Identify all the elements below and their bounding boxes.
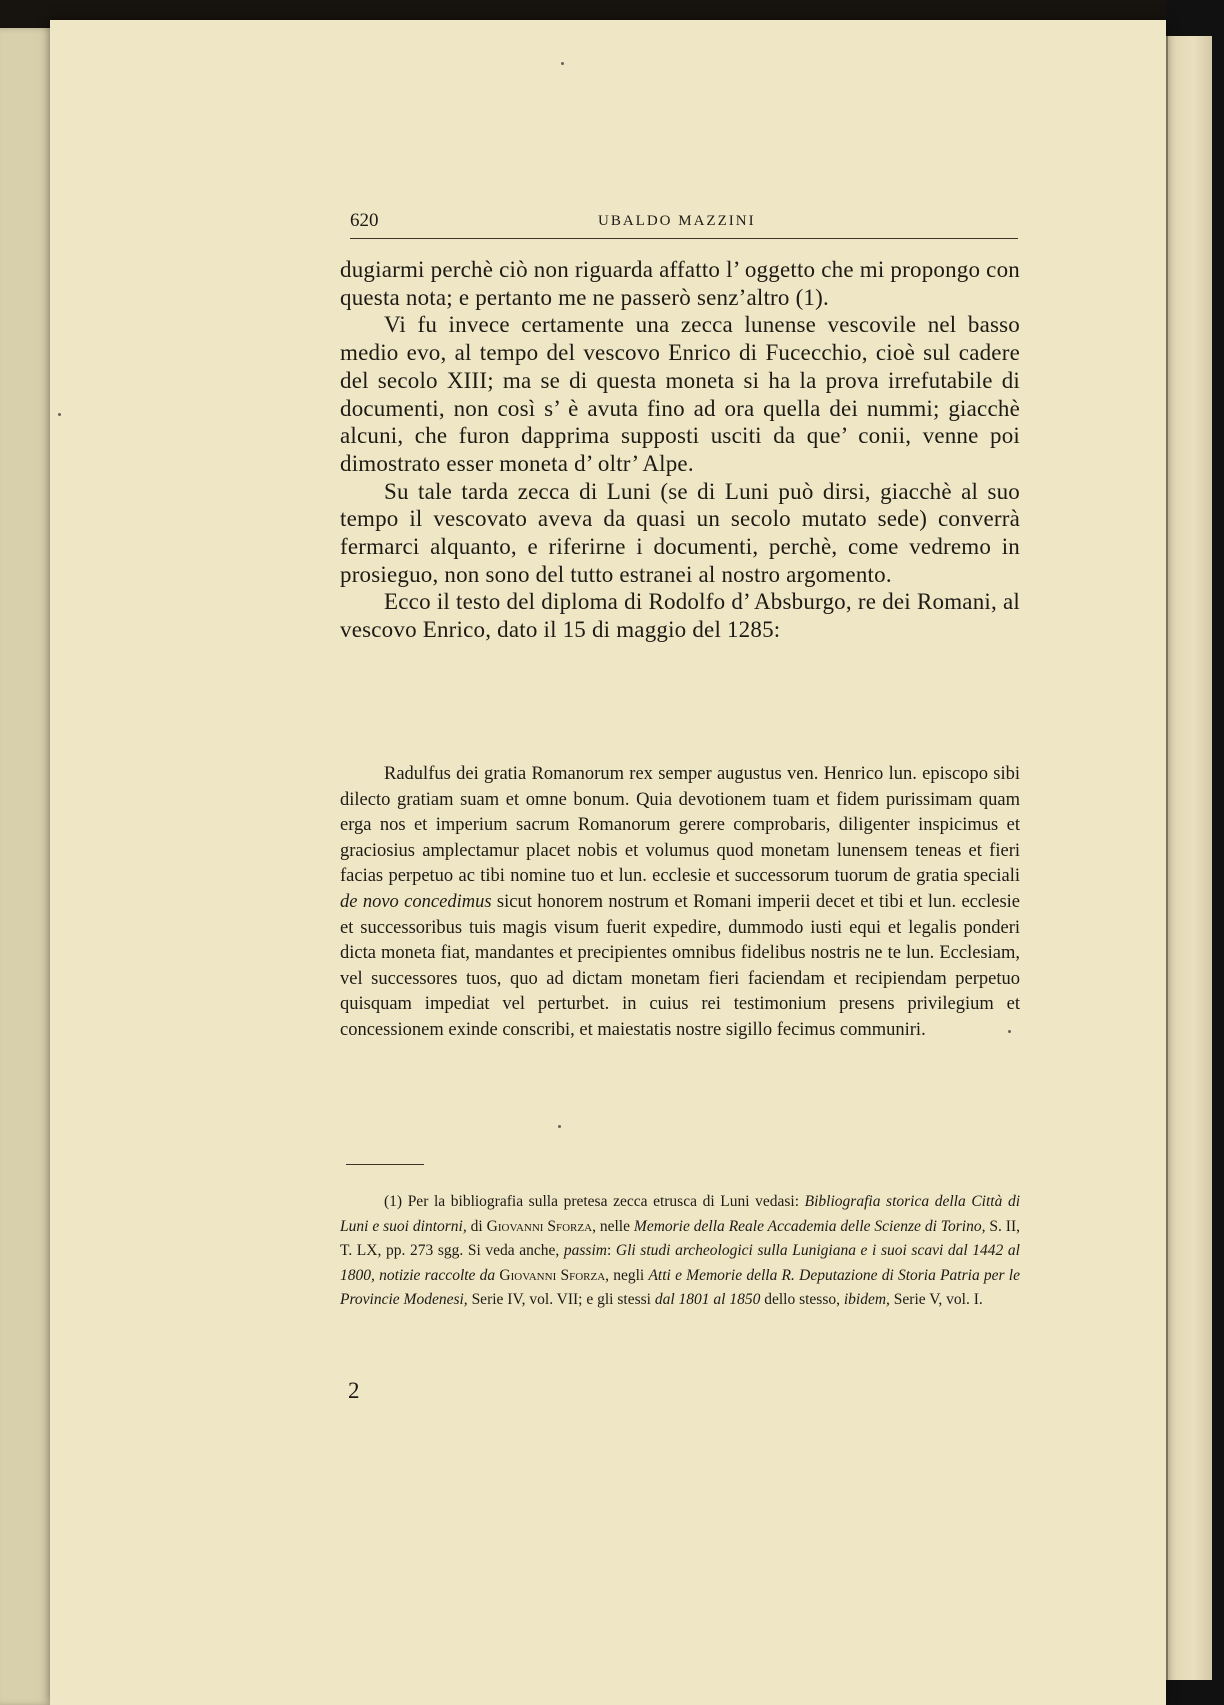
footnote-text: Serie IV, vol. VII; e gli stessi <box>467 1291 655 1309</box>
diploma-quote <box>340 762 1020 1044</box>
signature-mark: 2 <box>348 1378 360 1403</box>
footnote-rule <box>346 1164 424 1165</box>
footnote-italic: Atti e Memorie della R. Deputazione di Storia Patria per le Provincie Modenesi, <box>340 1266 1020 1309</box>
page-number: 620 <box>350 210 379 231</box>
paper-speck <box>561 62 564 65</box>
footnote-italic: Bibliografia storica della Città di Luni e suoi dintorni, <box>340 1193 1020 1235</box>
footnote-text: Serie V, vol. I. <box>889 1291 983 1309</box>
footnote-text: dello stesso, <box>760 1291 844 1309</box>
quote-italic: de novo concedimus <box>340 891 492 912</box>
footnote-marker: (1) <box>384 1193 403 1210</box>
paragraph: Su tale tarda zecca di Luni (se di Luni può dirsi, giacchè al suo tempo il vescovato aveva da quasi un secolo mutato sede) converrà fermarci alquanto, e riferirne i documenti, perchè, come vedremo in prosieguo, non sono del tutto estranei al nostro argomento. <box>340 478 1020 587</box>
footnote-author: Giovanni Sforza <box>486 1217 593 1235</box>
footnote-text: S. II, T. LX, pp. 273 sgg. Si veda anche, <box>340 1217 1020 1260</box>
footnote-text: , nelle <box>592 1217 634 1235</box>
quote-text: Radulfus dei gratia Romanorum rex semper augustus ven. Henrico lun. episcopo sibi dilecto gratiam suam et omne bonum. Quia devotionem tuam et fidem purissimam quam erga nos et imperium sacrum Romanorum gerere comprobaris, diligenter inspicimus et graciosius amplectamur placet nobis et volumus quod monetam lunensem teneas et fieri facias perpetuo ac tibi nomine tuo et lun. ecclesie et successorum tuorum de gratia speciali <box>340 764 1020 887</box>
paper-speck <box>558 1125 561 1128</box>
quote-text: sicut honorem nostrum et Romani imperii decet et tibi et lun. ecclesie et successoribus tuis magis visum fuerit expedire, dummodo iusti equi et legalis ponderi dicta moneta fiat, mandantes et precipientes omnibus fidelibus nostris ne te lun. Ecclesiam, vel successores tuos, quo ad dictam monetam fieri faciendam et recipiendam perpetuo quisquam impediat vel perturbet. in cuius rei testimonium presens privilegium et concessionem exinde conscribi, et maiestatis nostre sigillo fecimus communiri. <box>340 891 1020 1040</box>
quote-paragraph <box>340 762 1020 1044</box>
footnote-text: di <box>466 1217 487 1235</box>
running-header <box>350 210 1018 239</box>
footnote-italic: dal 1801 al 1850 <box>654 1291 761 1309</box>
next-page-edge <box>1166 36 1212 1680</box>
footnote-text: : <box>606 1242 616 1260</box>
paragraph: Ecco il testo del diploma di Rodolfo d’ Absburgo, re dei Romani, al vescovo Enrico, dato il 15 di maggio del 1285: <box>340 589 1020 643</box>
footnote-author: Giovanni Sforza <box>499 1266 606 1284</box>
footnote-text: Per la bibliografia sulla pretesa zecca etrusca di Luni vedasi: <box>402 1193 805 1210</box>
main-text <box>340 256 1020 644</box>
paragraph: Vi fu invece certamente una zecca lunense vescovile nel basso medio evo, al tempo del vescovo Enrico di Fucecchio, cioè sul cadere del secolo XIII; ma se di questa moneta si ha la prova irrefutabile di documenti, non così s’ è avuta fino ad ora quella dei nummi; giacchè alcuni, che furon dapprima supposti usciti da que’ conii, venne poi dimostrato esser moneta d’ oltr’ Alpe. <box>340 312 1020 476</box>
paragraph: dugiarmi perchè ciò non riguarda affatto l’ oggetto che mi propongo con questa nota; e pertanto me ne passerò senz’altro (1). <box>340 257 1020 310</box>
footnote-italic: Memorie della Reale Accademia delle Scienze di Torino, <box>633 1217 986 1235</box>
footnote-italic: ibidem, <box>843 1291 890 1309</box>
running-title: UBALDO MAZZINI <box>598 213 756 229</box>
footnote <box>340 1190 1020 1313</box>
footnote-italic: Gli studi archeologici sulla Lunigiana e i suoi scavi dal 1442 al 1800, notizie raccolte da <box>340 1242 1020 1284</box>
footnote-paragraph <box>340 1190 1020 1313</box>
footnote-italic: passim <box>563 1242 607 1260</box>
footnote-text: , negli <box>605 1266 649 1284</box>
paper-speck <box>58 413 61 416</box>
